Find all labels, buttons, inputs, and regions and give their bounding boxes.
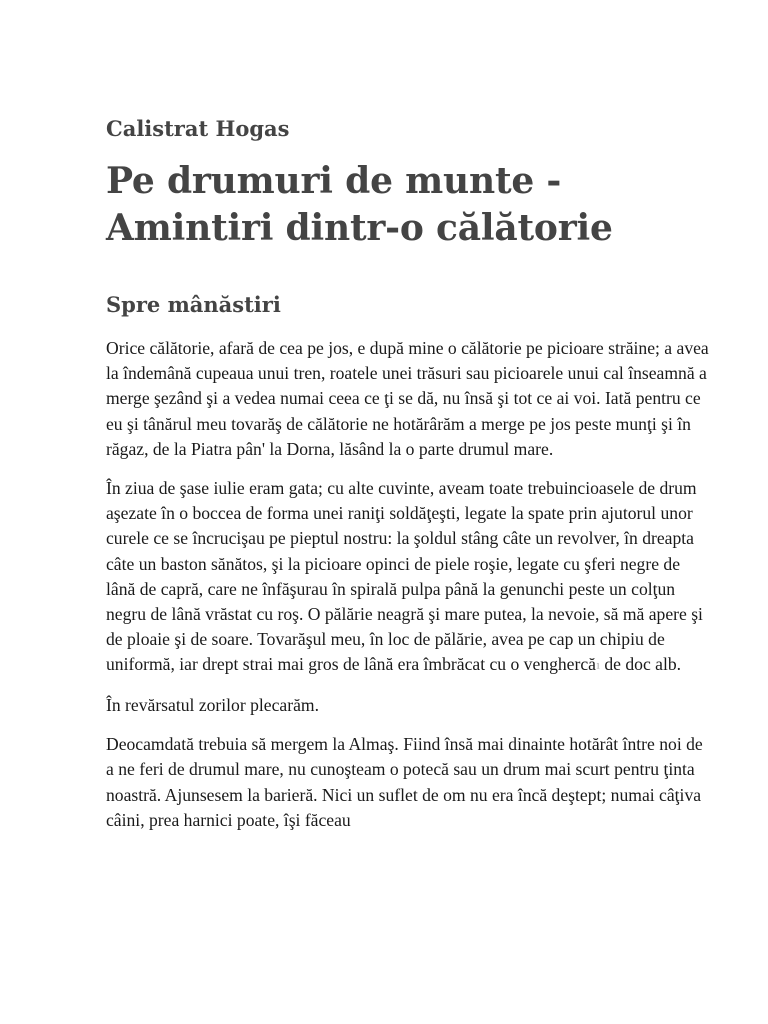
paragraph-2: [106, 476, 710, 679]
document-title: Pe drumuri de munte - Amintiri dintr-o călătorie: [106, 160, 613, 249]
section-heading: Spre mânăstiri: [106, 292, 281, 317]
footnote-marker[interactable]: 1: [595, 661, 600, 671]
paragraph-3: În revărsatul zorilor plecarăm.: [106, 694, 319, 715]
author-name: Calistrat Hogas: [106, 116, 290, 141]
paragraph-1: Orice călătorie, afară de cea pe jos, e după mine o călătorie pe picioare străine; a avea la îndemână cupeaua unui tren, roatele unei trăsuri sau picioarele unui cal înseamnă a merge şezând şi a vedea numai ceea ce ţi se dă, nu însă şi tot ce ai voi. Iată pentru ce eu şi tânărul meu tovarăş de călătorie ne hotărârăm a merge pe jos peste munţi şi în răgaz, de la Piatra pân' la Dorna, lăsând la o parte drumul mare.: [106, 338, 709, 459]
paragraph-2-text: În ziua de şase iulie eram gata; cu alte cuvinte, aveam toate trebuincioasele de drum aşezate în o boccea de forma unei raniţi soldăţeşti, legate la spate prin ajutorul unor curele ce se încrucişau pe pieptul nostru: la şoldul stâng câte un revolver, în dreapta câte un baston sănătos, şi la picioare opinci de piele roşie, legate cu şferi negre de lână de capră, care ne înfăşurau în spirală pulpa până la genunchi peste un colţun negru de lână vrăstat cu roş. O pălărie neagră şi mare putea, la nevoie, să mă apere şi de ploaie şi de soare. Tovarăşul meu, în loc de pălărie, avea pe cap un chipiu de uniformă, iar drept strai mai gros de lână era îmbrăcat cu o venghercă: [106, 478, 703, 675]
document-page: [106, 112, 710, 833]
paragraph-2-tail: de doc alb.: [599, 654, 682, 675]
paragraph-4: Deocamdată trebuia să mergem la Almaş. Fiind însă mai dinainte hotărât între noi de a ne feri de drumul mare, nu cunoşteam o potecă sau un drum mai scurt pentru ţinta noastră. Ajunsesem la barieră. Nici un suflet de om nu era încă deştept; numai câţiva câini, prea harnici poate, îşi făceau: [106, 734, 703, 830]
